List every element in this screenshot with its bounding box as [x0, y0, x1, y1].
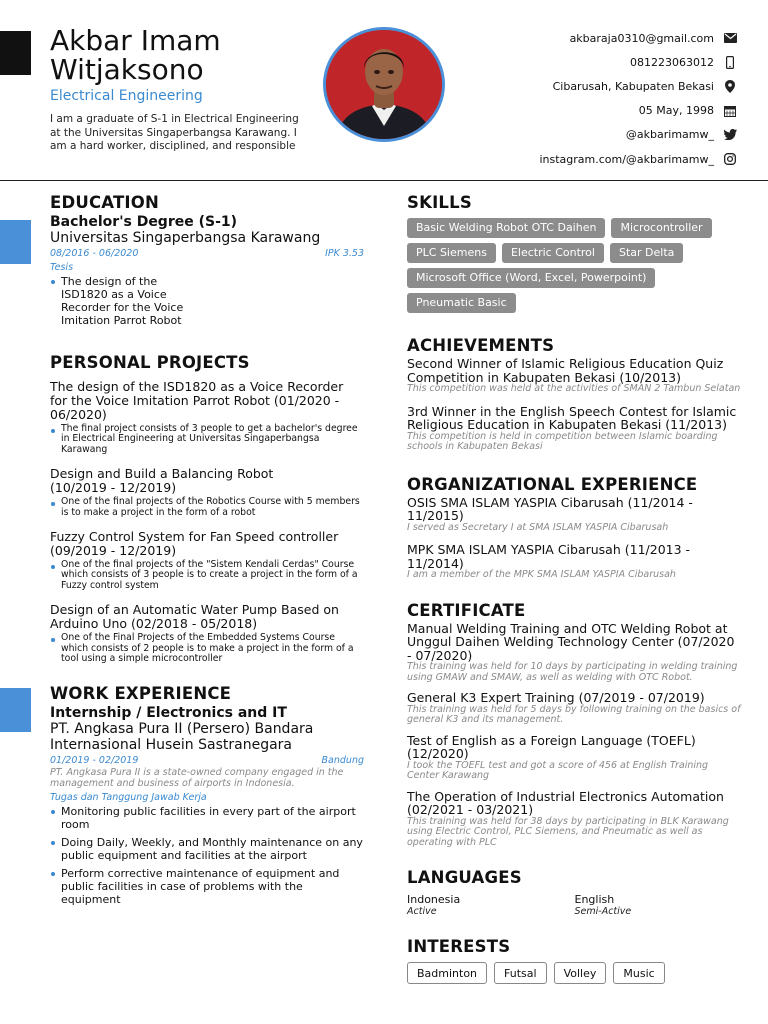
work-description: PT. Angkasa Pura II is a state-owned company engaged in the management and business of airports in Indonesia.: [50, 767, 344, 789]
thesis-item: The design of the ISD1820 as a Voice Recorder for the Voice Imitation Parrot Robot: [50, 275, 190, 327]
work-heading: WORK EXPERIENCE: [50, 684, 232, 704]
birthdate-text: 05 May, 1998: [638, 104, 714, 118]
work-dates: 01/2019 - 02/2019: [50, 755, 139, 767]
interests-section: [407, 937, 742, 984]
certificate-desc: I took the TOEFL test and got a score of 456 at English Training Center Karawang: [407, 759, 709, 781]
certificate-item: [407, 622, 742, 684]
organization-title: MPK SMA ISLAM YASPIA Cibarusah (11/2013 - 11/2014): [407, 542, 691, 571]
project-desc-list: [50, 497, 364, 518]
skills-heading: SKILLS: [407, 193, 472, 212]
work-company: PT. Angkasa Pura II (Persero) Bandara Internasional Husein Sastranegara: [50, 721, 314, 754]
certificate-heading: CERTIFICATE: [407, 600, 526, 620]
candidate-name: [50, 26, 221, 84]
interest-tag: Badminton: [407, 962, 487, 984]
achievement-desc: This competition is held in competition between Islamic boarding schools in Kabupaten Bekasi: [407, 430, 718, 452]
certificate-desc: This training was held for 38 days by participating in BLK Karawang using Electric Control, PLC Siemens, and Pneumatic as well as operating with PLC: [407, 815, 729, 848]
skill-tag: Star Delta: [610, 243, 683, 263]
profile-photo-illustration: [326, 30, 442, 139]
achievement-title: 3rd Winner in the English Speech Contest for Islamic Religious Education in Kabupaten Bekasi (11/2013): [407, 403, 737, 432]
phone-text: 081223063012: [630, 55, 714, 69]
organization-title: OSIS SMA ISLAM YASPIA Cibarusah (11/2014 - 11/2015): [407, 494, 693, 523]
phone-icon: [722, 55, 738, 69]
achievement-title: Second Winner of Islamic Religious Education Quiz Competition in Kabupaten Bekasi (10/2013): [407, 356, 724, 385]
education-dates: 08/2016 - 06/2020: [50, 248, 139, 259]
certificate-title: General K3 Expert Training (07/2019 - 07/2019): [407, 690, 705, 705]
skill-tag: Pneumatic Basic: [407, 293, 516, 313]
right-column: [407, 190, 742, 984]
interest-tag: Futsal: [494, 962, 547, 984]
education-section: [50, 193, 364, 327]
certificate-title: The Operation of Industrial Electronics Automation (02/2021 - 03/2021): [407, 788, 724, 817]
interests-heading: INTERESTS: [407, 937, 511, 956]
calendar-icon: [722, 104, 738, 118]
language-name: Indonesia: [407, 893, 461, 906]
skills-list: [407, 218, 742, 313]
projects-heading: PERSONAL PROJECTS: [50, 353, 250, 372]
education-gpa: IPK 3.53: [325, 248, 364, 259]
project-item: [50, 603, 364, 664]
contact-instagram[interactable]: [539, 147, 738, 171]
organizational-heading: ORGANIZATIONAL EXPERIENCE: [407, 474, 698, 494]
skill-tag: Microsoft Office (Word, Excel, Powerpoint): [407, 268, 655, 288]
twitter-icon: [722, 128, 738, 142]
organizational-section: [407, 475, 742, 581]
project-desc-list: [50, 560, 364, 591]
left-column: [50, 190, 364, 906]
project-desc: One of the Final Projects of the Embedded Systems Course which consists of 2 people is to make a project in the form of a tool using a simple microcontroller: [50, 633, 364, 664]
skill-tag: Electric Control: [502, 243, 604, 263]
accent-bar-education: [0, 220, 31, 264]
profile-photo: [323, 27, 445, 142]
project-desc-list: [50, 633, 364, 664]
location-text: Cibarusah, Kabupaten Bekasi: [552, 79, 714, 93]
project-item: [50, 467, 364, 518]
work-location: Bandung: [321, 755, 364, 767]
contact-email[interactable]: [539, 26, 738, 50]
skill-tag: PLC Siemens: [407, 243, 496, 263]
project-desc: One of the final projects of the "Sistem Kendali Cerdas" Course which consists of 3 people is to create a project in the form of a Fuzzy control system: [50, 560, 364, 591]
certificate-item: [407, 691, 742, 726]
contact-birthdate: [539, 99, 738, 123]
project-desc: The final project consists of 3 people to get a bachelor's degree in Electrical Engineering at Universitas Singaperbangsa Karawang: [50, 424, 364, 455]
project-desc: One of the final projects of the Robotics Course with 5 members is to make a project in the form of a robot: [50, 497, 364, 518]
work-task-item: Monitoring public facilities in every part of the airport room: [50, 805, 364, 831]
achievement-item: [407, 357, 742, 395]
education-heading: EDUCATION: [50, 193, 159, 212]
achievement-desc: This competition was held at the activities of SMAN 2 Tambun Selatan: [407, 383, 741, 394]
project-title: The design of the ISD1820 as a Voice Recorder for the Voice Imitation Parrot Robot (01/2020 - 06/2020): [50, 379, 344, 422]
skills-section: [407, 193, 742, 313]
email-icon: [722, 31, 738, 45]
project-title: Design of an Automatic Water Pump Based on Arduino Uno (02/2018 - 05/2018): [50, 602, 339, 632]
organization-desc: I am a member of the MPK SMA ISLAM YASPIA Cibarusah: [407, 569, 676, 580]
thesis-label: Tesis: [50, 262, 74, 273]
education-meta: [50, 248, 364, 259]
projects-section: [50, 353, 364, 664]
interests-list: [407, 962, 742, 984]
skill-tag: Basic Welding Robot OTC Daihen: [407, 218, 605, 238]
skill-tag: Microcontroller: [611, 218, 711, 238]
project-desc-list: [50, 424, 364, 455]
interest-tag: Volley: [554, 962, 607, 984]
certificate-title: Manual Welding Training and OTC Welding Robot at Unggul Daihen Welding Technology Center (07/2020 - 07/2020): [407, 620, 735, 663]
achievement-item: [407, 405, 742, 453]
instagram-text: instagram.com/@akbarimamw_: [539, 152, 714, 166]
achievements-section: [407, 336, 742, 453]
name-line-2: Witjaksono: [50, 53, 204, 86]
project-title: Design and Build a Balancing Robot (10/2019 - 12/2019): [50, 466, 274, 496]
work-task-item: Perform corrective maintenance of equipment and public facilities in case of problems with the equipment: [50, 867, 364, 906]
organization-item: [407, 543, 742, 581]
work-meta: [50, 755, 364, 766]
organization-item: [407, 496, 742, 534]
school-name: Universitas Singaperbangsa Karawang: [50, 230, 321, 246]
instagram-icon: [722, 152, 738, 166]
contact-list: [539, 26, 738, 171]
project-item: [50, 530, 364, 591]
achievements-heading: ACHIEVEMENTS: [407, 336, 555, 355]
certificate-item: [407, 790, 742, 849]
project-title: Fuzzy Control System for Fan Speed controller (09/2019 - 12/2019): [50, 529, 339, 559]
certificate-item: [407, 734, 742, 782]
degree-title: Bachelor's Degree (S-1): [50, 214, 238, 230]
accent-bar-work: [0, 688, 31, 732]
twitter-text: @akbarimamw_: [625, 128, 714, 142]
certificate-desc: This training was held for 10 days by participating in welding training using GMAW and SMAW, as well as welding with OTC Robot.: [407, 661, 738, 683]
language-name: English: [574, 893, 615, 906]
name-line-1: Akbar Imam: [50, 24, 221, 57]
languages-heading: LANGUAGES: [407, 868, 522, 887]
work-task-list: [50, 805, 364, 906]
contact-twitter[interactable]: [539, 123, 738, 147]
contact-phone[interactable]: [539, 50, 738, 74]
candidate-role: Electrical Engineering: [50, 88, 203, 104]
interest-tag: Music: [613, 962, 664, 984]
language-level: Active: [407, 906, 437, 917]
work-tasks-label: Tugas dan Tanggung Jawab Kerja: [50, 792, 207, 804]
contact-location: [539, 74, 738, 98]
organization-desc: I served as Secretary I at SMA ISLAM YASPIA Cibarusah: [407, 521, 669, 533]
location-icon: [722, 79, 738, 93]
language-item: [575, 893, 743, 917]
work-position: Internship / Electronics and IT: [50, 705, 287, 722]
certificate-desc: This training was held for 5 days by following training on the basics of general K3 and its management.: [407, 703, 741, 725]
thesis-list: [50, 275, 190, 327]
work-section: [50, 684, 364, 906]
work-task-item: Doing Daily, Weekly, and Monthly maintenance on any public equipment and facilities at the airport: [50, 836, 364, 862]
language-item: [407, 893, 575, 917]
certificate-title: Test of English as a Foreign Language (TOEFL) (12/2020): [407, 732, 696, 761]
project-item: [50, 380, 364, 455]
certificate-section: [407, 601, 742, 849]
language-level: Semi-Active: [574, 906, 632, 917]
summary-text: I am a graduate of S-1 in Electrical Engineering at the Universitas Singaperbangsa Karawang. I am a hard worker, disciplined, and responsible: [50, 113, 299, 152]
languages-list: [407, 893, 742, 917]
resume-header: [0, 0, 768, 181]
languages-section: [407, 868, 742, 917]
email-text: akbaraja0310@gmail.com: [569, 31, 714, 45]
